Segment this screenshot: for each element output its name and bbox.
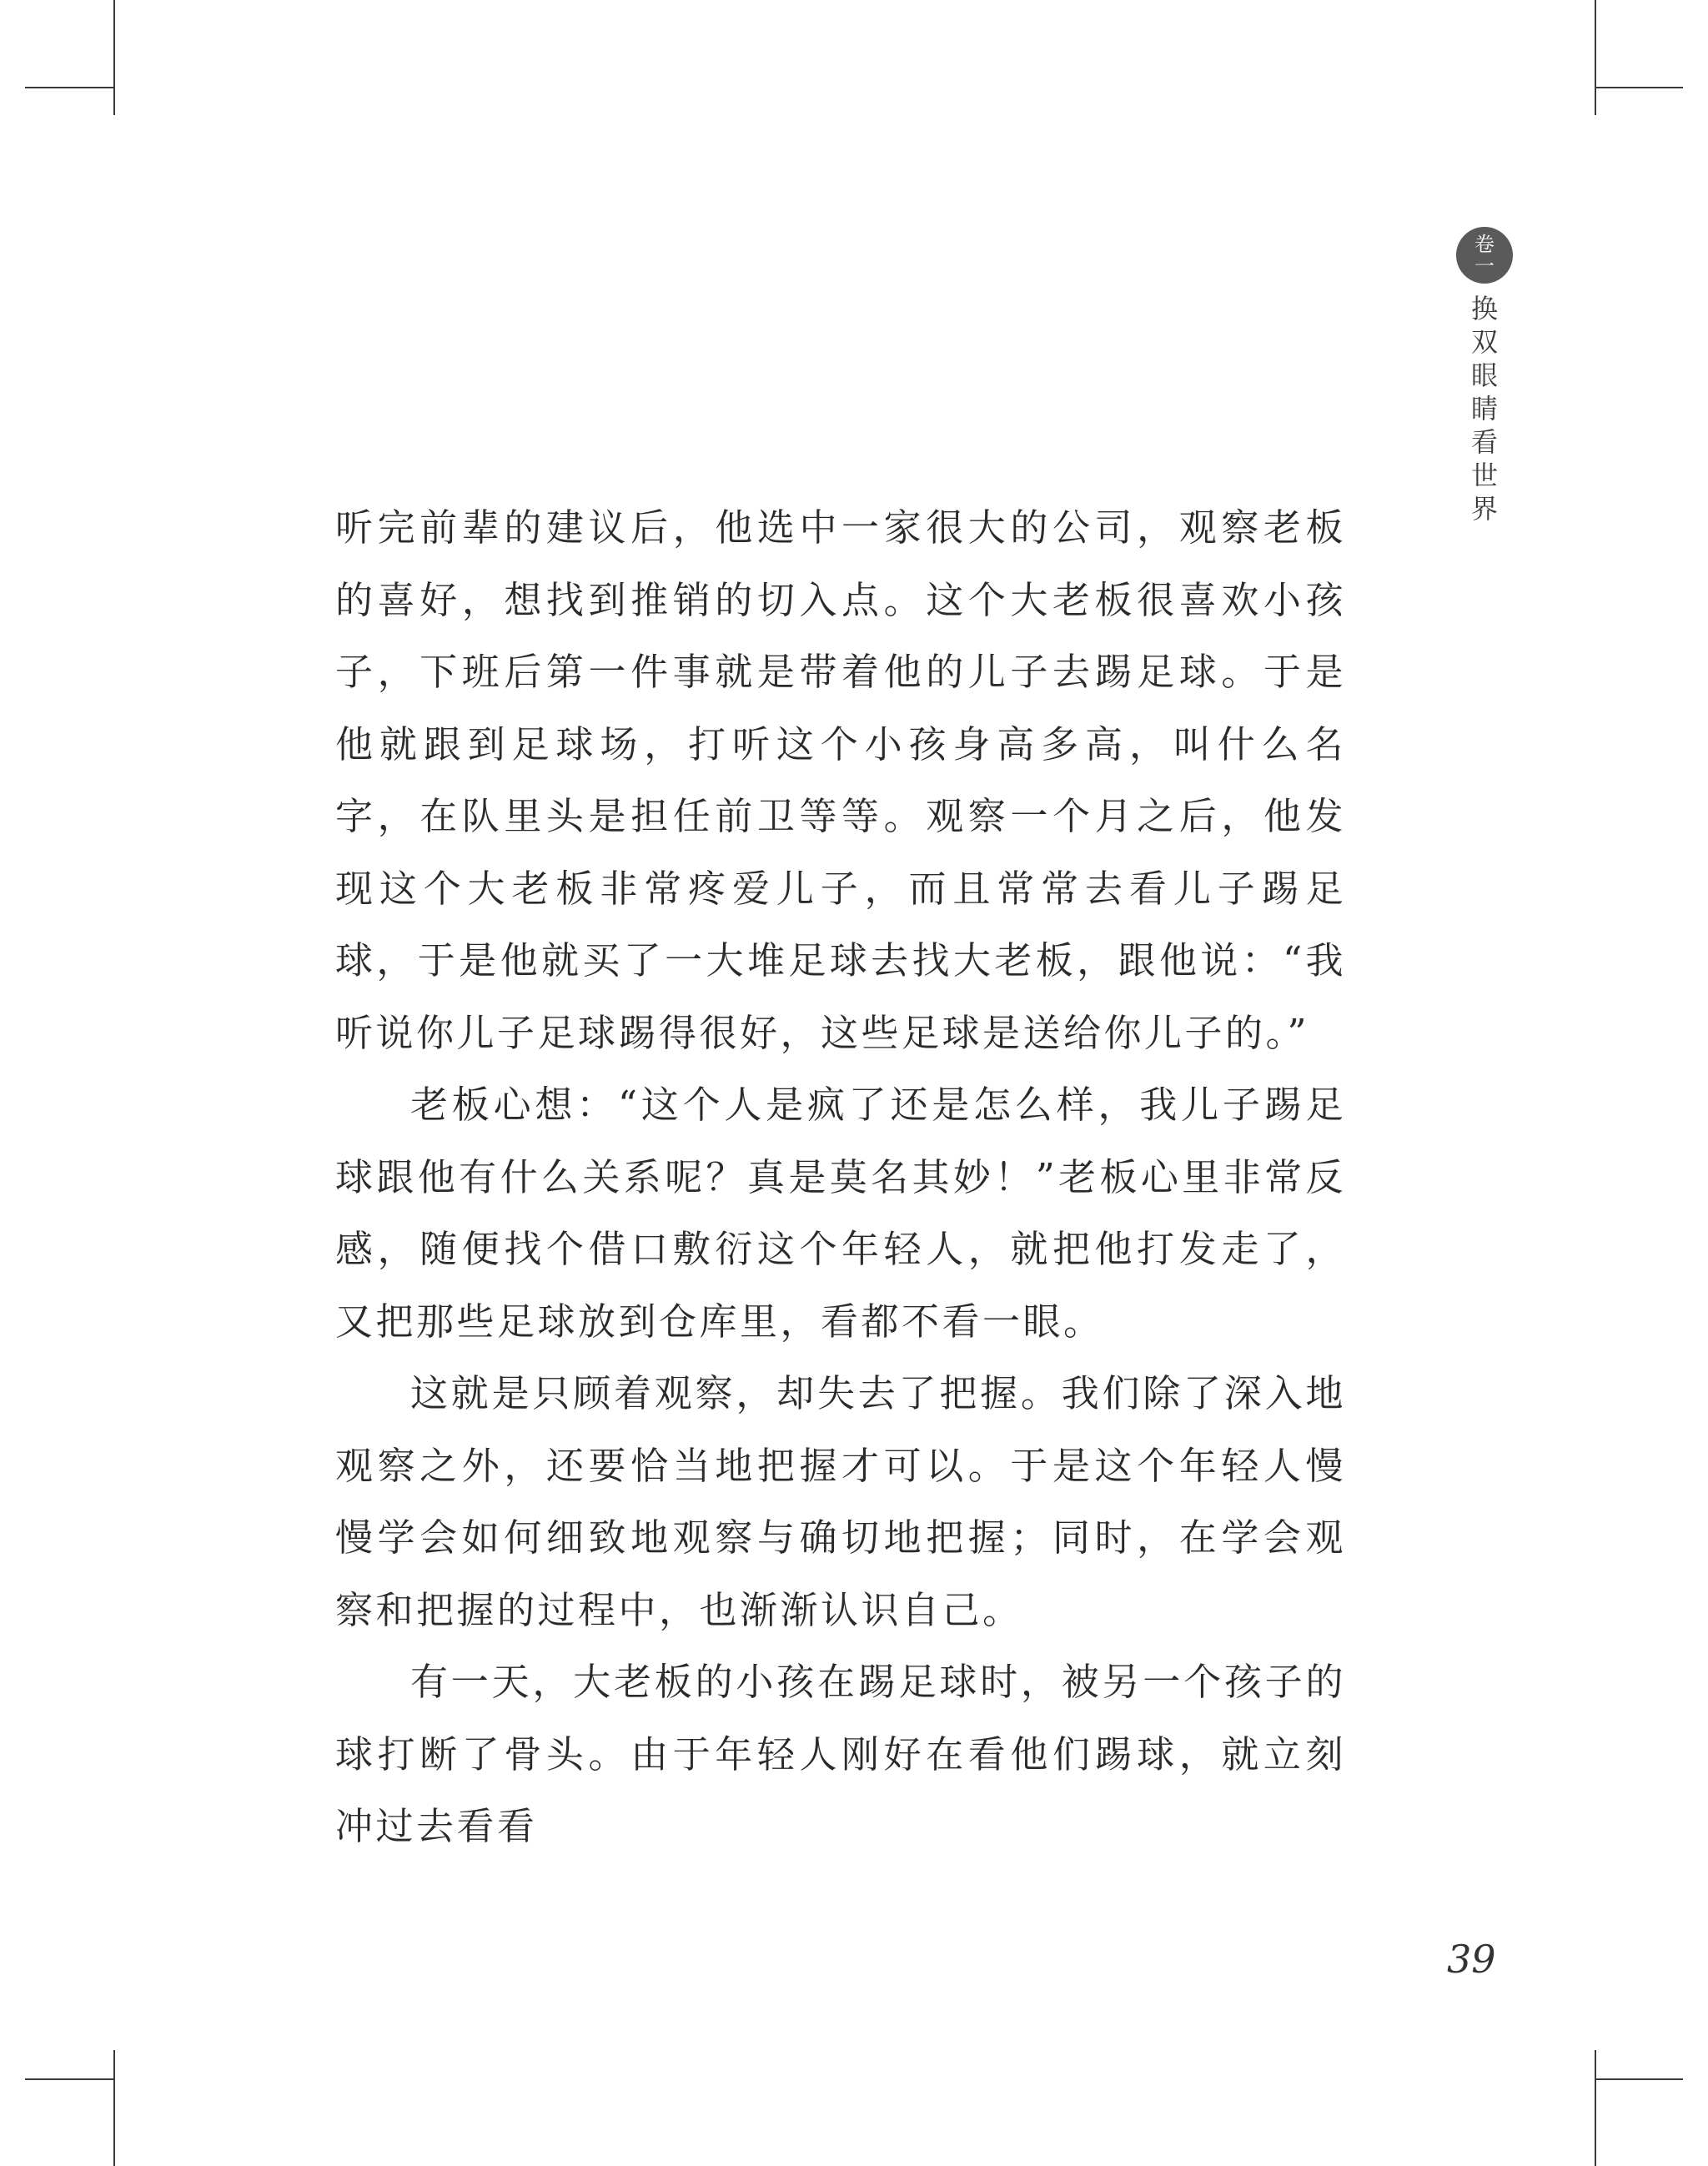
crop-mark-bottom-left-horizontal — [25, 2078, 113, 2080]
crop-mark-bottom-right-vertical — [1595, 2050, 1596, 2166]
volume-badge — [1456, 227, 1513, 284]
chapter-title-char: 双 — [1470, 326, 1498, 358]
paragraph: 老板心想：“这个人是疯了还是怎么样，我儿子踢足球跟他有什么关系呢？真是莫名其妙！”老板心里非常反感，随便找个借口敷衍这个年轻人，就把他打发走了，又把那些足球放到仓库里，看都不看一眼。 — [335, 1083, 1346, 1344]
paragraph: 有一天，大老板的小孩在踢足球时，被另一个孩子的球打断了骨头。由于年轻人刚好在看他们踢球，就立刻冲过去看看 — [335, 1660, 1346, 1848]
crop-mark-top-left-vertical — [113, 0, 115, 115]
crop-mark-top-right-horizontal — [1595, 87, 1683, 88]
paragraph: 这就是只顾着观察，却失去了把握。我们除了深入地观察之外，还要恰当地把握才可以。于是这个年轻人慢慢学会如何细致地观察与确切地把握；同时，在学会观察和把握的过程中，也渐渐认识自己。 — [335, 1371, 1346, 1632]
chapter-title-vertical — [1471, 292, 1498, 525]
crop-mark-bottom-left-vertical — [113, 2050, 115, 2166]
volume-char: 一 — [1474, 254, 1494, 278]
chapter-title-char: 世 — [1470, 460, 1498, 491]
crop-mark-top-right-vertical — [1595, 0, 1596, 115]
chapter-title-char: 换 — [1470, 293, 1498, 324]
chapter-title-char: 睛 — [1470, 393, 1498, 425]
chapter-title-char: 眼 — [1470, 359, 1498, 391]
chapter-title-char: 界 — [1470, 493, 1498, 525]
volume-char: 卷 — [1474, 233, 1494, 256]
paragraph: 听完前辈的建议后，他选中一家很大的公司，观察老板的喜好，想找到推销的切入点。这个大老板很喜欢小孩子，下班后第一件事就是带着他的儿子去踢足球。于是他就跟到足球场，打听这个小孩身高多高，叫什么名字，在队里头是担任前卫等等。观察一个月之后，他发现这个大老板非常疼爱儿子，而且常常去看儿子踢足球，于是他就买了一大堆足球去找大老板，跟他说：“我听说你儿子足球踢得很好，这些足球是送给你儿子的。” — [335, 505, 1346, 1055]
page-number: 39 — [1447, 1937, 1496, 1982]
crop-mark-top-left-horizontal — [25, 87, 113, 88]
chapter-title-char: 看 — [1470, 426, 1498, 458]
body-text — [335, 492, 1346, 1863]
crop-mark-bottom-right-horizontal — [1595, 2078, 1683, 2080]
chapter-side-tab — [1458, 227, 1511, 525]
